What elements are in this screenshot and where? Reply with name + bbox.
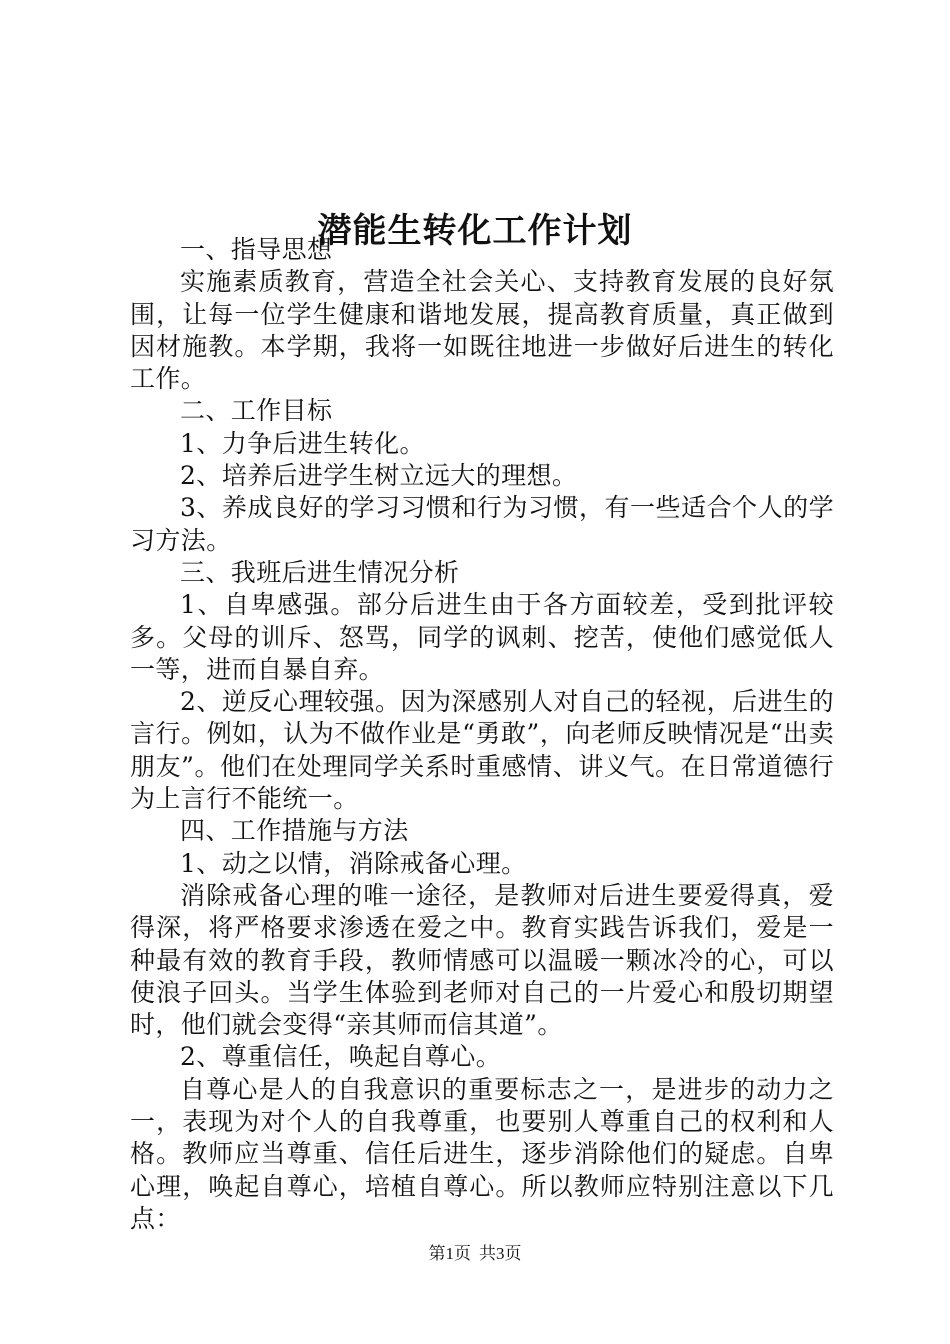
document-title: 潜能生转化工作计划 bbox=[317, 210, 633, 251]
list-item: 1、力争后进生转化。 bbox=[180, 428, 425, 458]
section-heading: 四、工作措施与方法 bbox=[180, 816, 409, 846]
list-item: 1、自卑感强。部分后进生由于各方面较差，受到批评较多。父母的训斥、怒骂，同学的讽刺、挖苦，使他们感觉低人一等，进而自暴自弃。 bbox=[130, 590, 834, 684]
list-item: 2、培养后进学生树立远大的理想。 bbox=[180, 461, 578, 491]
section-heading: 三、我班后进生情况分析 bbox=[180, 557, 460, 587]
section-heading: 二、工作目标 bbox=[180, 396, 333, 426]
paragraph: 消除戒备心理的唯一途径，是教师对后进生要爱得真，爱得深，将严格要求渗透在爱之中。教育实践告诉我们，爱是一种最有效的教育手段，教师情感可以温暖一颗冰冷的心，可以使浪子回头。当学生体验到老师对自己的一片爱心和殷切期望时，他们就会变得“亲其师而信其道”。 bbox=[130, 880, 834, 1040]
list-item: 2、逆反心理较强。因为深感别人对自己的轻视，后进生的言行。例如，认为不做作业是“勇敢”，向老师反映情况是“出卖朋友”。他们在处理同学关系时重感情、讲义气。在日常道德行为上言行不能统一。 bbox=[130, 687, 834, 814]
list-item: 3、养成良好的学习习惯和行为习惯，有一些适合个人的学习方法。 bbox=[130, 493, 834, 555]
subsection-heading: 1、动之以情，消除戒备心理。 bbox=[180, 848, 527, 878]
paragraph: 自尊心是人的自我意识的重要标志之一，是进步的动力之一，表现为对个人的自我尊重，也要别人尊重自己的权利和人格。教师应当尊重、信任后进生，逐步消除他们的疑虑。自卑心理，唤起自尊心，培植自尊心。所以教师应特别注意以下几点： bbox=[130, 1074, 834, 1233]
page-footer bbox=[0, 1243, 950, 1265]
paragraph: 实施素质教育，营造全社会关心、支持教育发展的良好氛围，让每一位学生健康和谐地发展，提高教育质量，真正做到因材施教。本学期，我将一如既往地进一步做好后进生的转化工作。 bbox=[130, 267, 834, 394]
page-number: 第1页 bbox=[428, 1244, 471, 1263]
page-total: 共3页 bbox=[479, 1244, 522, 1263]
document-body bbox=[130, 234, 834, 1235]
section-heading: 一、指导思想 bbox=[180, 235, 333, 264]
subsection-heading: 2、尊重信任，唤起自尊心。 bbox=[180, 1042, 502, 1072]
